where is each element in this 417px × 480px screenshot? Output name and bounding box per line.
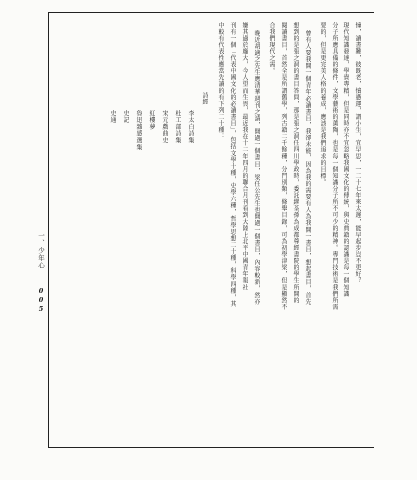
list-item: 杜工部詩集 (174, 110, 181, 144)
top-border-line (48, 12, 374, 13)
text-column-12: 中較有代表性應當先讀的有下列二十種： (217, 22, 224, 140)
text-column-2: 現代知識發達，學貴專精，但是同時亦不宜忽略我國文化的傳統，與史典籍的認識是每一個知識 (342, 22, 349, 298)
text-column-10: 嫌其過於龐大，今人望而生畏，最近我在十二年四月的聯合月刊看到大陸上北平中國青年報社 (241, 22, 248, 291)
list-item: 史通 (109, 110, 116, 124)
list-item: 史記 (122, 110, 129, 124)
page-info (22, 232, 46, 314)
text-column-3: 分子所應具備的條件，文學藝術的薰陶，也是每一個知識分子所不可少的精神。專門技術是我們所需 (331, 22, 338, 311)
text-column-6: 想到的是張之洞的書目答問，那是張之洞任四川學政時，委託繆荃孫為成都尊經書院的學生所開的 (292, 22, 299, 304)
list-heading: 詩經 (201, 92, 208, 106)
list-item: 李太白詩集 (187, 110, 194, 144)
running-head-title: 一、少年心 (37, 232, 45, 270)
list-item: 宋元戲曲史 (161, 110, 168, 144)
list-item: 紅樓夢 (148, 110, 155, 131)
left-border-line (48, 12, 49, 448)
text-column-7: 閱讀書目，首然全是所謂舊學，列古籍二千餘種，分門別類，條舉目錄，可為初學津梁，但是顯然不 (280, 22, 287, 311)
text-column-5: 曾有人要我開一個青年必讀書目，我卻未能，因為我的需要有人為我開一書目，想起書目，首先 (304, 30, 311, 306)
text-column-9: 晚近胡適之先生應清華週刊之請，開過一個書目，梁任公先生也開過一個書目，內容較新，然亦 (253, 30, 260, 306)
text-column-1: 憧，讀書難，彼既老，憤懣運，謂小生，宜早思，一二十七年來太遲，能早起步豈不更好？ (354, 22, 361, 284)
page-number: 005 (37, 286, 45, 314)
list-item: 魯迅雜感選集 (135, 110, 142, 151)
text-column-4: 要的，但是更完美人格的養成，應該是我們追求的目標。 (319, 22, 326, 186)
text-column-8: 合我們現代之需。 (268, 22, 275, 75)
text-column-11: 刊有一個「代表中國文化的必讀書目」，包括文學十種，史學六種，哲學思想二十種，科學四種，其 (229, 22, 236, 308)
